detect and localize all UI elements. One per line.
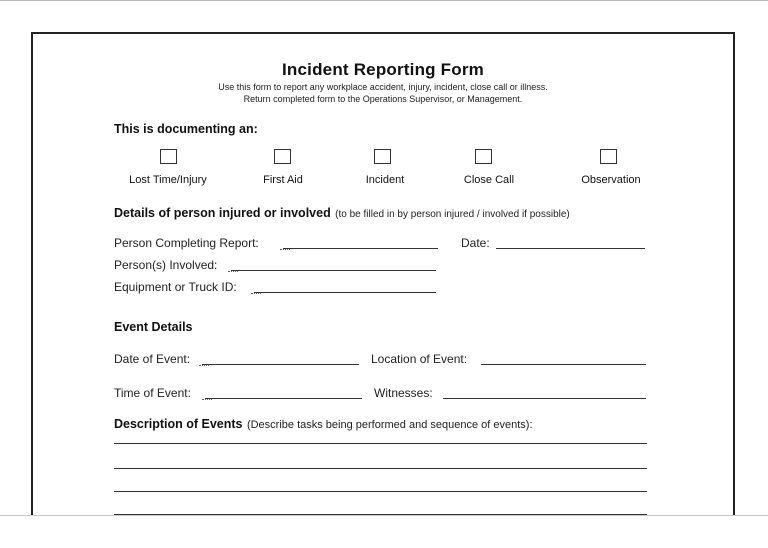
checkbox-observation[interactable]	[600, 149, 617, 164]
description-line[interactable]	[114, 468, 647, 469]
event-details-heading: Event Details	[114, 320, 193, 334]
description-heading-row	[114, 415, 533, 433]
equipment-field[interactable]	[254, 292, 436, 293]
form-subtitle-line1: Use this form to report any workplace accident, injury, incident, close call or illness.	[218, 82, 548, 92]
date-field[interactable]	[496, 248, 645, 249]
details-heading: Details of person injured or involved	[114, 206, 331, 220]
page-gap	[0, 515, 768, 548]
description-line[interactable]	[114, 491, 647, 492]
date-label: Date:	[461, 236, 490, 250]
date-of-event-label: Date of Event:	[114, 352, 191, 366]
form-subtitle-line2: Return completed form to the Operations Supervisor, or Management.	[243, 94, 523, 104]
checkbox-label-incident: Incident	[365, 174, 405, 186]
description-line[interactable]	[114, 443, 647, 444]
details-heading-row	[114, 204, 570, 222]
document-page	[31, 32, 735, 515]
time-of-event-field[interactable]	[205, 398, 362, 399]
checkbox-incident[interactable]	[374, 149, 391, 164]
checkbox-close-call[interactable]	[475, 149, 492, 164]
location-of-event-label: Location of Event:	[371, 352, 468, 366]
checkbox-label-close-call: Close Call	[463, 174, 515, 186]
description-note: (Describe tasks being performed and sequence of events):	[246, 419, 533, 431]
checkbox-first-aid[interactable]	[274, 149, 291, 164]
form-title: Incident Reporting Form	[282, 60, 484, 79]
persons-involved-label: Person(s) Involved:	[114, 258, 218, 272]
witnesses-field[interactable]	[443, 398, 646, 399]
location-of-event-field[interactable]	[481, 364, 646, 365]
persons-involved-field[interactable]	[231, 270, 436, 271]
checkbox-label-observation: Observation	[581, 174, 641, 186]
time-of-event-label: Time of Event:	[114, 386, 191, 400]
description-heading: Description of Events	[114, 417, 243, 431]
documenting-heading: This is documenting an:	[114, 122, 258, 136]
date-of-event-field[interactable]	[202, 364, 359, 365]
witnesses-label: Witnesses:	[374, 386, 433, 400]
checkbox-label-first-aid: First Aid	[263, 174, 303, 186]
person-completing-label: Person Completing Report:	[114, 236, 259, 250]
checkbox-lost-time-injury[interactable]	[160, 149, 177, 164]
person-completing-field[interactable]	[283, 248, 438, 249]
equipment-label: Equipment or Truck ID:	[114, 280, 237, 294]
checkbox-label-lost-time-injury: Lost Time/Injury	[129, 174, 207, 186]
window-top-border	[0, 0, 768, 1]
details-note: (to be filled in by person injured / involved if possible)	[335, 209, 570, 220]
